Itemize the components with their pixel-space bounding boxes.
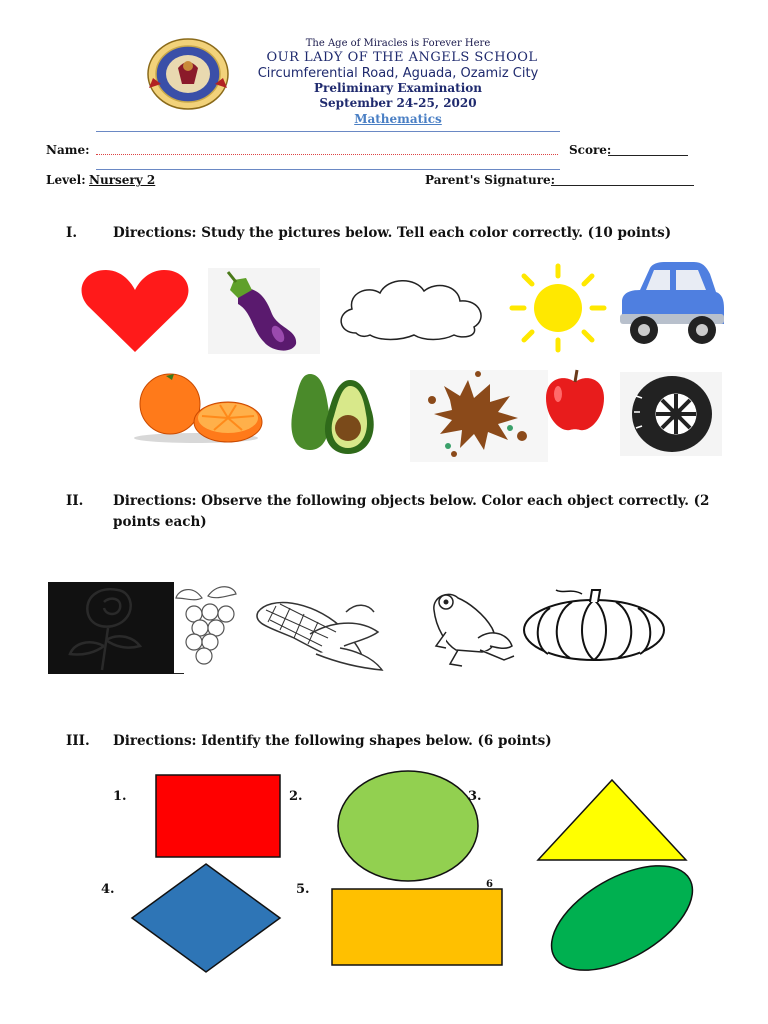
parent-signature-field[interactable] [551, 185, 694, 186]
shape-number-1: 1. [113, 789, 127, 804]
school-motto: The Age of Miracles is Forever Here [305, 38, 491, 49]
frog-icon [428, 588, 518, 670]
rose-icon [48, 582, 174, 674]
score-label: Score: [569, 143, 612, 157]
section2-directions-line2: points each) [113, 514, 207, 530]
green-circle-shape [337, 770, 479, 882]
section1-numeral: I. [66, 225, 78, 241]
section3-directions: Directions: Identify the following shapes below. (6 points) [113, 733, 552, 749]
shape-number-4: 4. [101, 882, 115, 897]
rose-underline [174, 673, 184, 674]
subject-title: Mathematics [354, 112, 442, 126]
avocado-icon [288, 370, 378, 456]
section2-directions-line1: Directions: Observe the following objects below. Color each object correctly. (2 [113, 493, 710, 509]
header-rule-top [96, 131, 560, 132]
orange-icon [130, 368, 264, 444]
shape-number-5: 5. [296, 882, 310, 897]
heart-icon [80, 268, 190, 358]
cloud-icon [334, 275, 490, 343]
parent-signature-label: Parent's Signature: [425, 173, 556, 187]
school-address: Circumferential Road, Aguada, Ozamiz City [257, 66, 539, 81]
pumpkin-icon [522, 588, 666, 662]
name-label: Name: [46, 143, 90, 157]
car-icon [618, 262, 726, 352]
corn-icon [250, 582, 392, 674]
shape-number-3: 3. [468, 789, 482, 804]
splash-icon [410, 370, 548, 462]
shape-number-2: 2. [289, 789, 303, 804]
section3-numeral: III. [66, 733, 90, 749]
level-label: Level: [46, 173, 86, 187]
red-rectangle-shape [155, 774, 281, 858]
school-name: OUR LADY OF THE ANGELS SCHOOL [266, 50, 538, 65]
tire-icon [620, 372, 722, 456]
exam-title: Preliminary Examination [314, 81, 482, 95]
green-oval-shape [546, 862, 698, 974]
eggplant-icon [208, 268, 320, 354]
section1-directions: Directions: Study the pictures below. Tell each color correctly. (10 points) [113, 225, 672, 241]
orange-rectangle-shape [331, 888, 503, 966]
level-value: Nursery 2 [89, 173, 156, 187]
grapes-icon [172, 580, 242, 670]
score-field[interactable] [608, 155, 688, 156]
blue-diamond-shape [130, 862, 282, 974]
header-rule-bottom [96, 169, 560, 170]
name-field[interactable] [96, 154, 558, 155]
shape-number-6: 6 [486, 879, 493, 890]
yellow-triangle-shape [536, 778, 688, 862]
exam-dates: September 24-25, 2020 [319, 96, 477, 110]
sun-icon [508, 262, 608, 352]
section2-numeral: II. [66, 493, 84, 509]
apple-icon [542, 368, 608, 434]
